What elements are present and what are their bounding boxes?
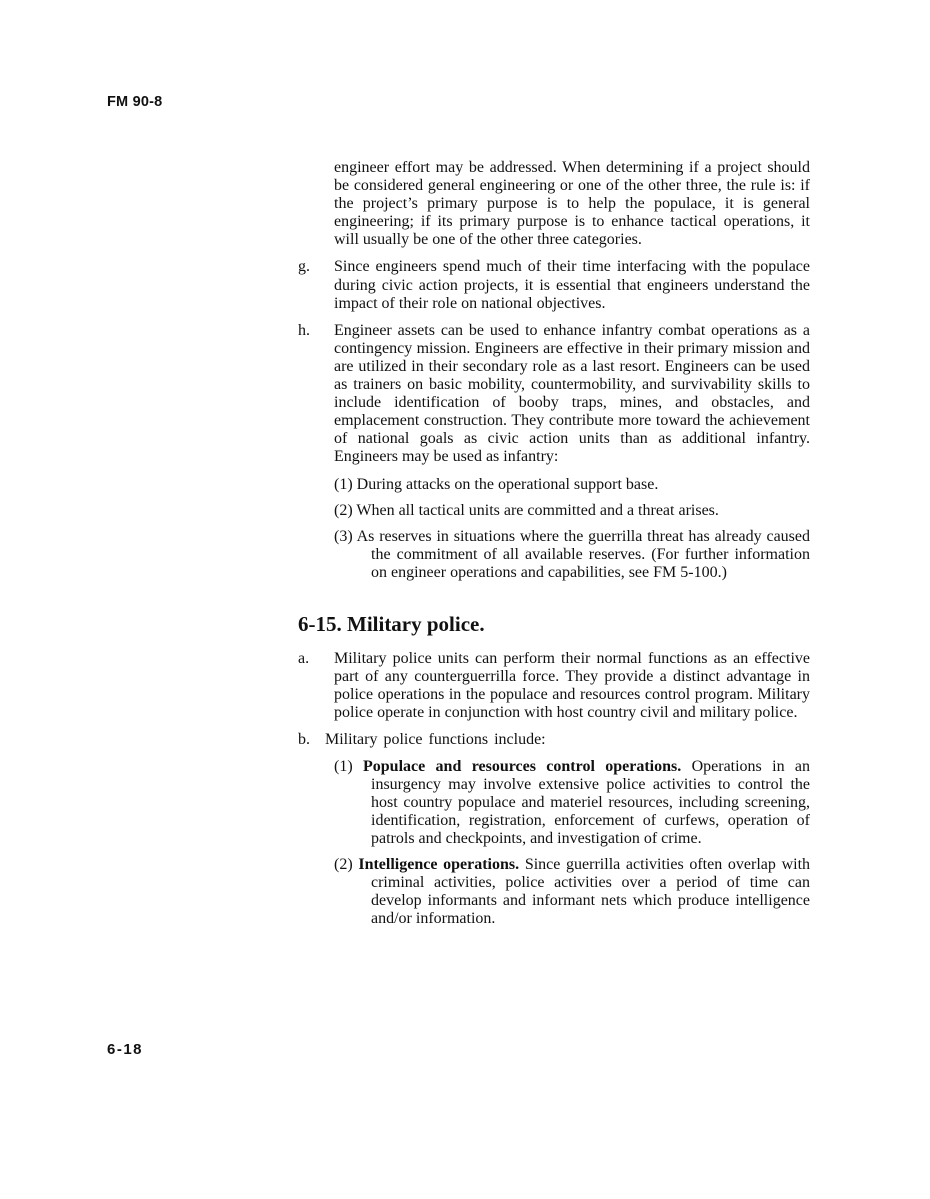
continued-paragraph: engineer effort may be addressed. When determining if a project should be considered general engineering or one of the other three, the rule is: if the project’s primary purpose is to help the populace, it is general engineering; if its primary purpose is to enhance tactical operations, it will usually be one of the other three categories.: [334, 159, 810, 249]
item-a-text: Military police units can perform their normal functions as an effective part of any counterguerrilla force. They provide a distinct advantage in police operations in the populace and resources control program. Military police operate in conjunction with host country civil and military police.: [334, 650, 810, 722]
sub-label: (1): [334, 757, 353, 775]
item-h-sub-3: [334, 528, 810, 582]
item-h: [298, 322, 810, 467]
item-b-word: include:: [494, 731, 546, 749]
sub-text: During attacks on the operational support base.: [356, 475, 659, 493]
item-g-label: g.: [298, 258, 310, 276]
document-body: [298, 159, 810, 936]
item-a: [298, 650, 810, 722]
sub-text: As reserves in situations where the guerrilla threat has already caused the commitment of all available reserves. (For further information on engineer operations and capabilities, see FM 5-100.): [356, 527, 810, 581]
document-header: FM 90-8: [107, 94, 163, 110]
page-number: 6-18: [107, 1041, 144, 1058]
item-a-label: a.: [298, 650, 310, 668]
sub-title: Intelligence operations.: [358, 856, 520, 873]
sub-title: Populace and resources control operations.: [363, 757, 682, 775]
sub-text: Since guerrilla activities often overlap with criminal activities, police activities over a period of time can develop informants and informant nets which produce intelligence and/or information.: [371, 856, 811, 928]
item-g-text: Since engineers spend much of their time interfacing with the populace during civic action projects, it is essential that engineers understand the impact of their role on national objectives.: [334, 258, 810, 312]
item-b-label: b.: [298, 731, 310, 749]
sub-label: (1): [334, 475, 353, 493]
item-h-sub-1: [334, 476, 810, 494]
sub-text: When all tactical units are committed and a threat arises.: [356, 501, 719, 519]
item-b-word: Military: [325, 731, 378, 749]
item-g: [298, 258, 810, 312]
item-h-text: Engineer assets can be used to enhance infantry combat operations as a contingency mission. Engineers are effective in their primary mission and are utilized in their secondary role as a last resort. Engineers can be used as trainers on basic mobility, countermobility, and survivability skills to include identification of booby traps, mines, and obstacles, and emplacement construction. They contribute more toward the achievement of national goals as civic action units than as additional infantry. Engineers may be used as infantry:: [334, 321, 810, 466]
sub-label: (3): [334, 527, 353, 545]
sub-text: Operations in an insurgency may involve extensive police activities to control the host country populace and materiel resources, including screening, identification, registration, enforcement of curfews, operation of patrols and checkpoints, and investigation of crime.: [371, 757, 811, 847]
item-b-word: functions: [428, 731, 489, 749]
section-heading: 6-15. Military police.: [298, 611, 485, 636]
item-b-sub-2: [334, 856, 810, 928]
item-b-sub-1: [334, 758, 810, 848]
sub-label: (2): [334, 501, 353, 519]
item-h-label: h.: [298, 321, 310, 339]
sub-label: (2): [334, 856, 353, 873]
item-h-sub-2: [334, 502, 810, 520]
item-b: [298, 731, 810, 749]
item-b-word: police: [383, 731, 423, 749]
